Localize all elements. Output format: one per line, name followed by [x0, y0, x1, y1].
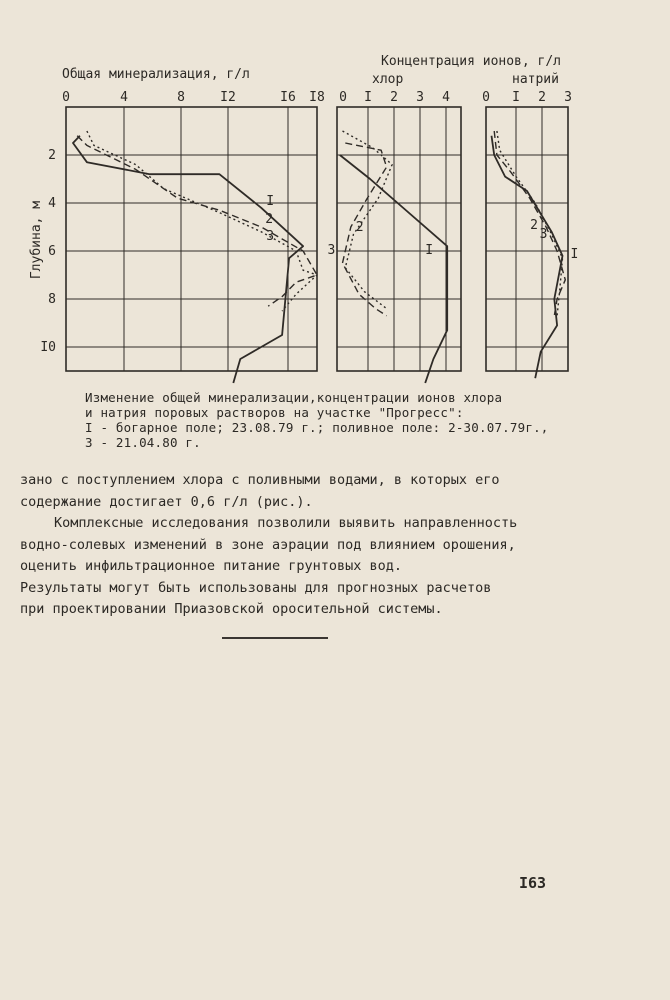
x-tick-label: I6 — [280, 90, 296, 105]
ions-header-title: Концентрация ионов, г/л — [381, 54, 562, 69]
chlorine-title: хлор — [372, 72, 404, 87]
paragraph-line: содержание достигает 0,6 г/л (рис.). — [20, 493, 313, 510]
body-text — [20, 470, 620, 621]
x-tick-label: 0 — [482, 90, 490, 105]
x-tick-label: 0 — [339, 90, 347, 105]
series-label: I — [425, 243, 434, 259]
series-line-3-mineralization — [87, 131, 317, 311]
series-label: 2 — [265, 212, 274, 227]
x-tick-label: I — [512, 90, 520, 105]
panel-frame-chlorine — [337, 107, 461, 371]
caption-line: 3 - 21.04.80 г. — [85, 435, 201, 450]
x-tick-label: I — [364, 90, 372, 105]
caption-line: Изменение общей минерализации,концентрации ионов хлора — [85, 390, 503, 405]
y-tick-label: 2 — [48, 148, 56, 163]
figure-caption — [85, 390, 605, 450]
series-label: I — [266, 193, 275, 209]
series-line-2-chlorine — [343, 143, 387, 316]
sodium-title: натрий — [512, 72, 559, 87]
x-tick-label: I8 — [309, 90, 325, 105]
x-tick-label: 2 — [390, 90, 398, 105]
series-label: 2 — [530, 218, 538, 233]
paragraph-line: зано с поступлением хлора с поливными водами, в которых его — [20, 472, 500, 488]
y-tick-label: 4 — [48, 196, 56, 211]
y-axis-label: Глубина, м — [29, 200, 44, 280]
x-tick-label: 8 — [177, 90, 185, 105]
caption-line: I - богарное поле; 23.08.79 г.; поливное поле: 2-30.07.79г., — [85, 420, 549, 435]
paragraph-line: Результаты могут быть использованы для прогнозных расчетов — [20, 579, 492, 596]
paragraph-line: оценить инфильтрационное питание грунтовых вод. — [20, 558, 403, 574]
panel-frame-mineralization — [66, 107, 317, 371]
x-tick-label: 0 — [62, 90, 70, 105]
series-label: 3 — [539, 227, 548, 243]
series-label: 3 — [266, 228, 275, 244]
x-tick-label: 3 — [564, 90, 572, 105]
y-tick-label: I0 — [40, 340, 56, 355]
caption-line: и натрия поровых растворов на участке "Прогресс": — [85, 405, 464, 420]
x-tick-label: 4 — [442, 90, 450, 105]
section-divider — [222, 637, 328, 639]
series-line-I-mineralization — [73, 136, 303, 383]
series-line-2-mineralization — [77, 136, 317, 306]
x-tick-label: I2 — [220, 90, 236, 105]
series-line-I-sodium — [492, 136, 563, 378]
paragraph-line: водно-солевых изменений в зоне аэрации под влиянием орошения, — [20, 536, 516, 553]
y-tick-label: 8 — [48, 292, 56, 307]
mineralization-title: Общая минерализация, г/л — [62, 67, 250, 82]
paragraph-line: Комплексные исследования позволили выявить направленность — [54, 515, 518, 531]
series-line-3-chlorine — [343, 131, 393, 309]
series-label: I — [570, 246, 579, 262]
y-tick-label: 6 — [48, 244, 56, 259]
x-tick-label: 3 — [416, 90, 424, 105]
series-label: 2 — [355, 220, 364, 235]
paragraph-line: при проектировании Приазовской оросительной системы. — [20, 601, 443, 617]
x-tick-label: 4 — [120, 90, 128, 105]
x-tick-label: 2 — [538, 90, 546, 105]
series-label: 3 — [327, 243, 336, 259]
page-number: I63 — [519, 874, 547, 892]
figure — [0, 40, 670, 385]
